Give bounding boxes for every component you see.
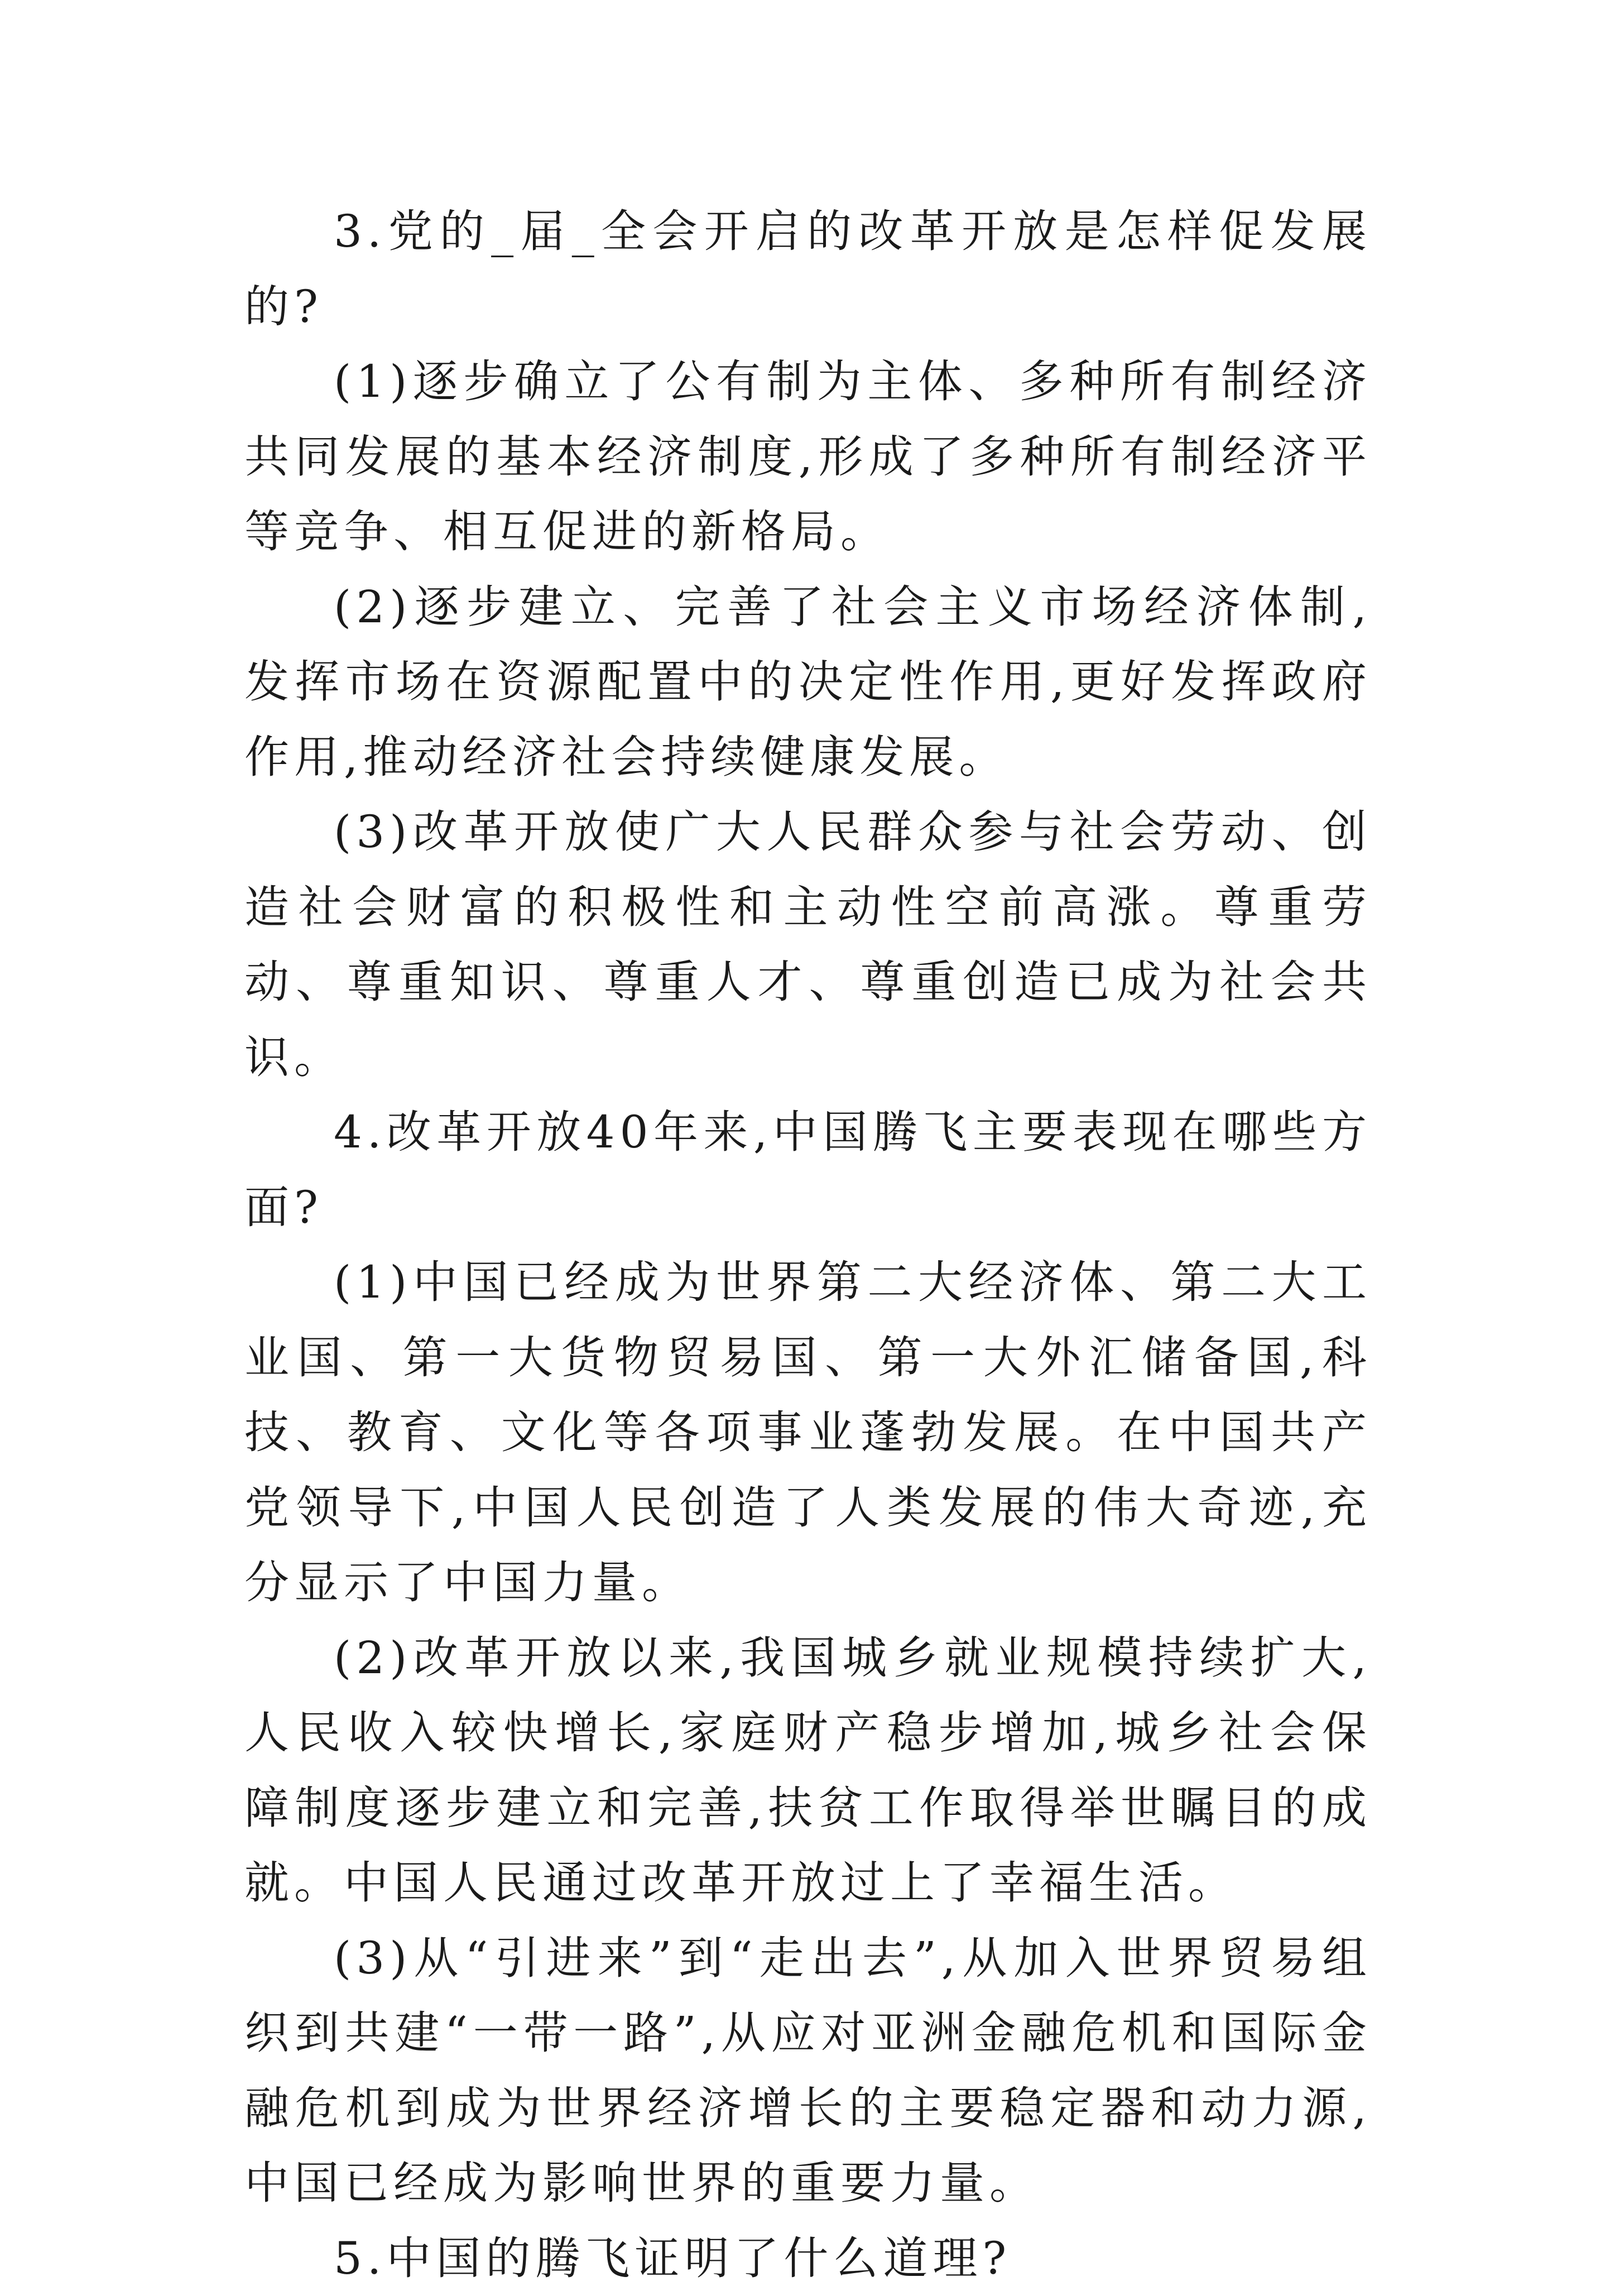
question-4-heading: 4.改革开放40年来,中国腾飞主要表现在哪些方面? <box>244 1095 1372 1245</box>
answer-3-point-1: (1)逐步确立了公有制为主体、多种所有制经济共同发展的基本经济制度,形成了多种所有制经济平等竞争、相互促进的新格局。 <box>244 344 1372 570</box>
answer-4-point-2: (2)改革开放以来,我国城乡就业规模持续扩大,人民收入较快增长,家庭财产稳步增加,城乡社会保障制度逐步建立和完善,扶贫工作取得举世瞩目的成就。中国人民通过改革开放过上了幸福生活。 <box>244 1621 1372 1921</box>
question-5-heading: 5.中国的腾飞证明了什么道理? <box>244 2221 1372 2296</box>
answer-3-point-3: (3)改革开放使广大人民群众参与社会劳动、创造社会财富的积极性和主动性空前高涨。尊重劳动、尊重知识、尊重人才、尊重创造已成为社会共识。 <box>244 795 1372 1095</box>
answer-4-point-3: (3)从“引进来”到“走出去”,从加入世界贸易组织到共建“一带一路”,从应对亚洲金融危机和国际金融危机到成为世界经济增长的主要稳定器和动力源,中国已经成为影响世界的重要力量。 <box>244 1921 1372 2221</box>
answer-4-point-1: (1)中国已经成为世界第二大经济体、第二大工业国、第一大货物贸易国、第一大外汇储备国,科技、教育、文化等各项事业蓬勃发展。在中国共产党领导下,中国人民创造了人类发展的伟大奇迹,充分显示了中国力量。 <box>244 1245 1372 1621</box>
document-body <box>244 194 1372 2296</box>
answer-3-point-2: (2)逐步建立、完善了社会主义市场经济体制,发挥市场在资源配置中的决定性作用,更好发挥政府作用,推动经济社会持续健康发展。 <box>244 570 1372 795</box>
question-3-heading: 3.党的_届_全会开启的改革开放是怎样促发展的? <box>244 194 1372 344</box>
